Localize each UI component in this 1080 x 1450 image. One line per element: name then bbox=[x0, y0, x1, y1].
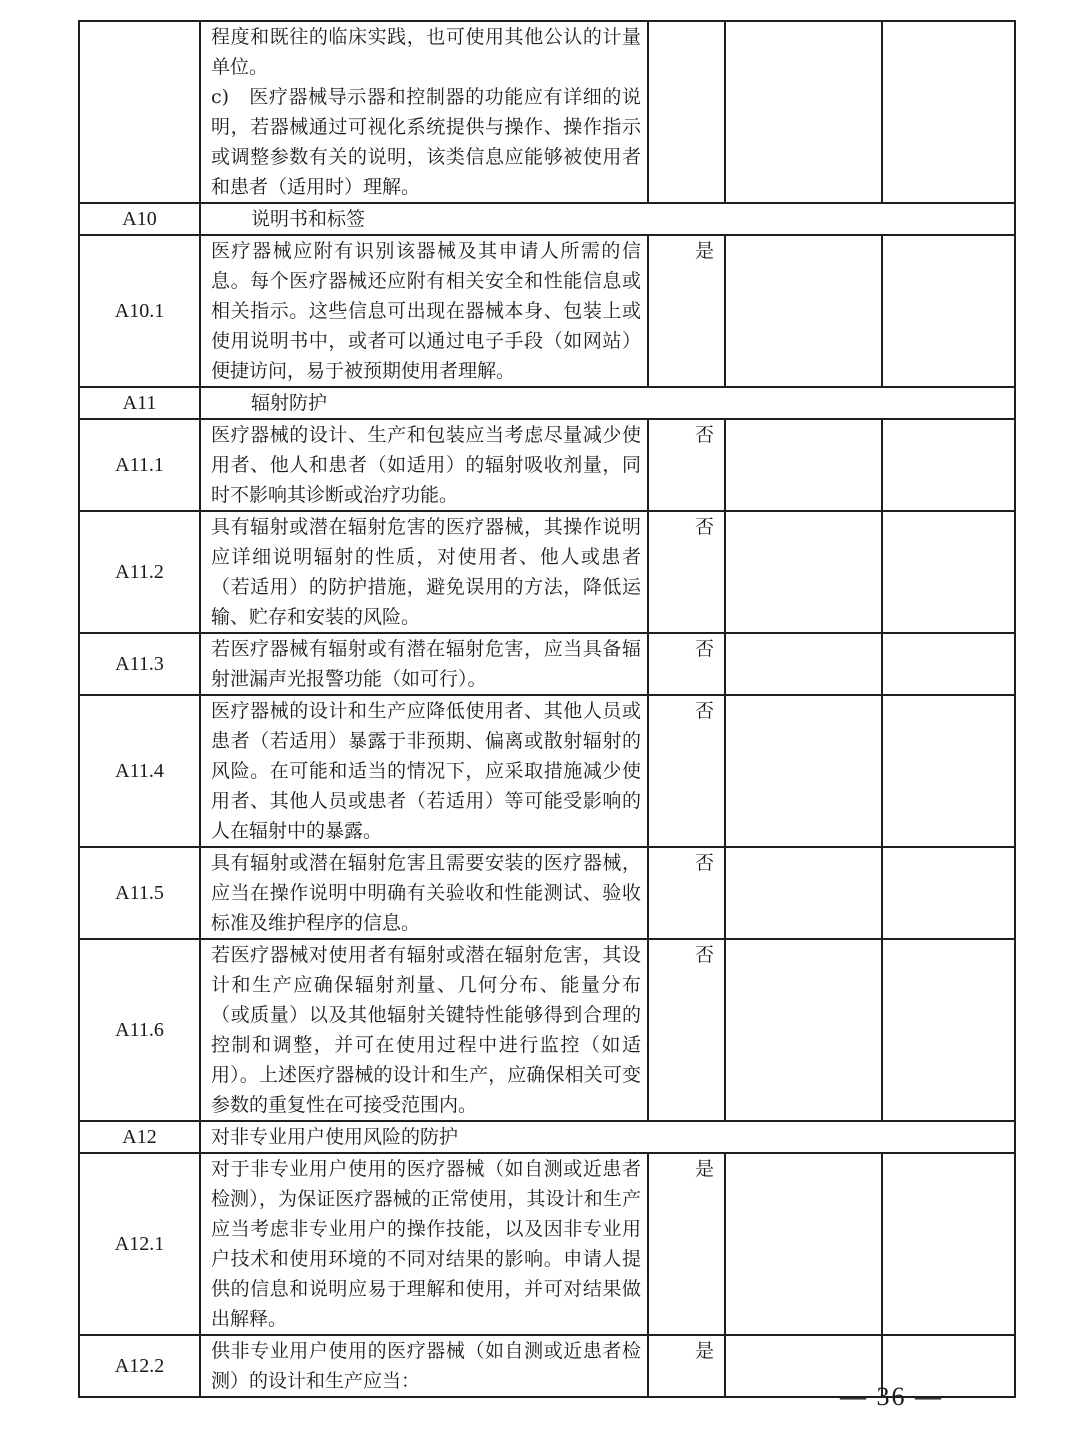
evidence-cell bbox=[725, 847, 882, 939]
clause-text: 医疗器械应附有识别该器械及其申请人所需的信息。每个医疗器械还应附有相关安全和性能信息或相关指示。这些信息可出现在器械本身、包装上或使用说明书中，或者可以通过电子手段（如网站）便捷访问，易于被预期使用者理解。 bbox=[200, 235, 648, 387]
applicability-answer: 否 bbox=[648, 511, 725, 633]
remarks-cell bbox=[882, 939, 1015, 1121]
section-title: 对非专业用户使用风险的防护 bbox=[200, 1121, 1015, 1153]
table-row bbox=[79, 419, 1015, 511]
clause-text: 对于非专业用户使用的医疗器械（如自测或近患者检测），为保证医疗器械的正常使用，其设计和生产应当考虑非专业用户的操作技能，以及因非专业用户技术和使用环境的不同对结果的影响。申请人提供的信息和说明应易于理解和使用，并可对结果做出解释。 bbox=[200, 1153, 648, 1335]
section-code: A10 bbox=[79, 203, 200, 235]
applicability-answer: 是 bbox=[648, 235, 725, 387]
remarks-cell bbox=[882, 847, 1015, 939]
clause-text: 具有辐射或潜在辐射危害的医疗器械，其操作说明应详细说明辐射的性质，对使用者、他人或患者（若适用）的防护措施，避免误用的方法，降低运输、贮存和安装的风险。 bbox=[200, 511, 648, 633]
clause-code: A11.2 bbox=[79, 511, 200, 633]
evidence-cell bbox=[725, 695, 882, 847]
clause-code: A11.4 bbox=[79, 695, 200, 847]
applicability-answer: 否 bbox=[648, 695, 725, 847]
evidence-cell bbox=[725, 633, 882, 695]
remarks-cell bbox=[882, 511, 1015, 633]
section-title: 辐射防护 bbox=[200, 387, 1015, 419]
applicability-answer: 否 bbox=[648, 847, 725, 939]
remarks-cell bbox=[882, 695, 1015, 847]
remarks-cell bbox=[882, 1153, 1015, 1335]
table-row bbox=[79, 633, 1015, 695]
clause-text: 若医疗器械对使用者有辐射或潜在辐射危害，其设计和生产应确保辐射剂量、几何分布、能量分布（或质量）以及其他辐射关键特性能够得到合理的控制和调整，并可在使用过程中进行监控（如适用）。上述医疗器械的设计和生产，应确保相关可变参数的重复性在可接受范围内。 bbox=[200, 939, 648, 1121]
evidence-cell bbox=[725, 1153, 882, 1335]
evidence-cell bbox=[725, 939, 882, 1121]
requirements-table bbox=[78, 20, 1016, 1398]
clause-text: 若医疗器械有辐射或有潜在辐射危害，应当具备辐射泄漏声光报警功能（如可行）。 bbox=[200, 633, 648, 695]
table-row bbox=[79, 21, 1015, 203]
applicability-answer: 否 bbox=[648, 419, 725, 511]
section-row bbox=[79, 203, 1015, 235]
table-row bbox=[79, 695, 1015, 847]
remarks-cell bbox=[882, 235, 1015, 387]
clause-code: A11.1 bbox=[79, 419, 200, 511]
evidence-cell bbox=[725, 235, 882, 387]
table-row bbox=[79, 235, 1015, 387]
clause-code: A11.6 bbox=[79, 939, 200, 1121]
remarks-cell bbox=[882, 633, 1015, 695]
section-row bbox=[79, 387, 1015, 419]
clause-code: A10.1 bbox=[79, 235, 200, 387]
clause-code: A11.3 bbox=[79, 633, 200, 695]
section-code: A12 bbox=[79, 1121, 200, 1153]
applicability-answer: 否 bbox=[648, 633, 725, 695]
clause-text: 供非专业用户使用的医疗器械（如自测或近患者检测）的设计和生产应当： bbox=[200, 1335, 648, 1397]
section-row bbox=[79, 1121, 1015, 1153]
clause-text: 医疗器械的设计和生产应降低使用者、其他人员或患者（若适用）暴露于非预期、偏离或散射辐射的风险。在可能和适当的情况下，应采取措施减少使用者、其他人员或患者（若适用）等可能受影响的人在辐射中的暴露。 bbox=[200, 695, 648, 847]
evidence-cell bbox=[725, 419, 882, 511]
remarks-cell bbox=[882, 21, 1015, 203]
applicability-answer: 否 bbox=[648, 939, 725, 1121]
page-number: — 36 — bbox=[840, 1382, 943, 1411]
clause-text: 医疗器械的设计、生产和包装应当考虑尽量减少使用者、他人和患者（如适用）的辐射吸收剂量，同时不影响其诊断或治疗功能。 bbox=[200, 419, 648, 511]
applicability-cell bbox=[648, 21, 725, 203]
clause-text: 程度和既往的临床实践，也可使用其他公认的计量单位。 c) 医疗器械导示器和控制器的功能应有详细的说明，若器械通过可视化系统提供与操作、操作指示或调整参数有关的说明，该类信息应能够被使用者和患者（适用时）理解。 bbox=[211, 26, 641, 198]
clause-code-cell bbox=[79, 21, 200, 203]
table-row bbox=[79, 939, 1015, 1121]
clause-text: 具有辐射或潜在辐射危害且需要安装的医疗器械，应当在操作说明中明确有关验收和性能测试、验收标准及维护程序的信息。 bbox=[200, 847, 648, 939]
evidence-cell bbox=[725, 511, 882, 633]
table-row bbox=[79, 1153, 1015, 1335]
applicability-answer: 是 bbox=[648, 1153, 725, 1335]
clause-code: A12.1 bbox=[79, 1153, 200, 1335]
table-row bbox=[79, 847, 1015, 939]
clause-text-cell bbox=[200, 21, 648, 203]
section-code: A11 bbox=[79, 387, 200, 419]
applicability-answer: 是 bbox=[648, 1335, 725, 1397]
table-row bbox=[79, 511, 1015, 633]
remarks-cell bbox=[882, 419, 1015, 511]
clause-code: A11.5 bbox=[79, 847, 200, 939]
section-title: 说明书和标签 bbox=[200, 203, 1015, 235]
clause-code: A12.2 bbox=[79, 1335, 200, 1397]
evidence-cell bbox=[725, 21, 882, 203]
